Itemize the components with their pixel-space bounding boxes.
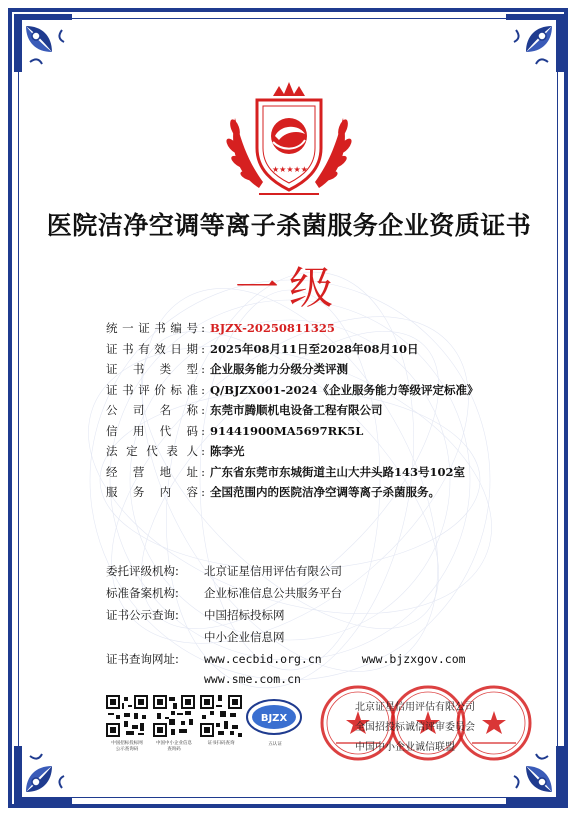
qr-code-icon[interactable] <box>200 695 242 737</box>
certificate-title: 医院洁净空调等离子杀菌服务企业资质证书 <box>46 211 532 240</box>
field-value-address: 广东省东莞市东城街道主山大井头路143号102室 <box>210 464 466 479</box>
field-value-legal-rep: 陈李光 <box>210 444 245 459</box>
certificate-emblem-icon <box>219 78 359 200</box>
qr-caption: 证书扫码查询 <box>207 741 235 746</box>
field-label: 统一证书编号 <box>106 321 198 336</box>
field-label: 公司名称 <box>106 403 198 418</box>
field-label: 证书类型 <box>106 362 198 377</box>
field-value-standard: Q/BJZX001-2024《企业服务能力等级评定标准》 <box>210 382 479 397</box>
query-url-1[interactable]: www.cecbid.org.cn <box>204 652 322 666</box>
query-url-label: 证书查询网址: <box>106 652 179 666</box>
corner-ornament-top-right <box>504 12 566 74</box>
info-row-legal-rep: 法定代表人 : 陈李光 <box>106 444 245 459</box>
certificate-level: 一级 <box>235 263 343 314</box>
rating-org-label: 委托评级机构: <box>106 564 179 578</box>
field-label: 信用代码 <box>106 423 198 438</box>
filing-org-value: 企业标准信息公共服务平台 <box>204 586 342 600</box>
qr-caption: 中国招标投标网 公示查询码 <box>111 741 143 752</box>
info-row-validity: 证书有效日期 : 2025年08月11日至2028年08月10日 <box>106 341 419 356</box>
info-row-standard: 证书评价标准 : Q/BJZX001-2024《企业服务能力等级评定标准》 <box>106 382 479 397</box>
info-row-service: 服务内容 : 全国范围内的医院洁净空调等离子杀菌服务。 <box>106 485 440 500</box>
query-url-2[interactable]: www.bjzxgov.com <box>361 652 466 666</box>
info-row-credit-code: 信用代码 : 91441900MA5697RK5L <box>106 423 364 438</box>
field-value-validity: 2025年08月11日至2028年08月10日 <box>210 341 419 356</box>
filing-org-label: 标准备案机构: <box>106 586 179 600</box>
certificate-info-list <box>106 318 526 503</box>
svg-text:BJZX: BJZX <box>260 713 288 724</box>
field-label: 经营地址 <box>106 464 198 479</box>
query-url-3[interactable]: www.sme.com.cn <box>204 672 301 686</box>
seal-issuers <box>355 698 475 758</box>
field-label: 法定代表人 <box>106 444 198 459</box>
field-label: 证书评价标准 <box>106 382 198 397</box>
info-row-cert-type: 证书类型 : 企业服务能力分级分类评测 <box>106 362 348 377</box>
info-row-address: 经营地址 : 广东省东莞市东城街道主山大井头路143号102室 <box>106 464 466 479</box>
field-value-cert-type: 企业服务能力分级分类评测 <box>210 362 348 377</box>
rating-org-value: 北京证星信用评估有限公司 <box>204 564 342 578</box>
seal-issuer-1: 北京证星信用评估有限公司 <box>355 702 475 713</box>
query-url-row <box>106 648 546 670</box>
publicity-value-1: 中国招标投标网 <box>204 608 285 622</box>
field-label: 服务内容 <box>106 485 198 500</box>
publicity-value-2: 中小企业信息网 <box>204 630 285 644</box>
publicity-row-2 <box>106 626 546 648</box>
seal-issuer-3: 中国中小企业诚信联盟 <box>355 742 455 753</box>
field-value-cert-number: BJZX-20250811325 <box>210 321 335 336</box>
field-label: 证书有效日期 <box>106 341 198 356</box>
corner-ornament-bottom-left <box>12 744 74 806</box>
qr-caption: 中国中小企业信息 查询码 <box>156 741 192 752</box>
info-row-cert-number: 统一证书编号 : BJZX-20250811325 <box>106 321 335 336</box>
field-value-service: 全国范围内的医院洁净空调等离子杀菌服务。 <box>210 485 440 500</box>
corner-ornament-top-left <box>12 12 74 74</box>
info-row-company: 公司名称 : 东莞市腾顺机电设备工程有限公司 <box>106 403 383 418</box>
qr-code-icon[interactable] <box>153 695 195 737</box>
rating-org-row <box>106 560 546 582</box>
authority-section <box>106 560 546 688</box>
bjzx-logo-icon <box>245 697 303 737</box>
field-value-company: 东莞市腾顺机电设备工程有限公司 <box>210 403 383 418</box>
publicity-row <box>106 604 546 626</box>
publicity-label: 证书公示查询: <box>106 608 179 622</box>
bjzx-caption: 五认证 <box>268 742 282 747</box>
filing-org-row <box>106 582 546 604</box>
field-value-credit-code: 91441900MA5697RK5L <box>210 423 364 438</box>
seal-issuer-2: 全国招投标诚信评审委员会 <box>355 722 475 733</box>
qr-code-icon[interactable] <box>106 695 148 737</box>
svg-text:★★★★★: ★★★★★ <box>272 165 308 174</box>
